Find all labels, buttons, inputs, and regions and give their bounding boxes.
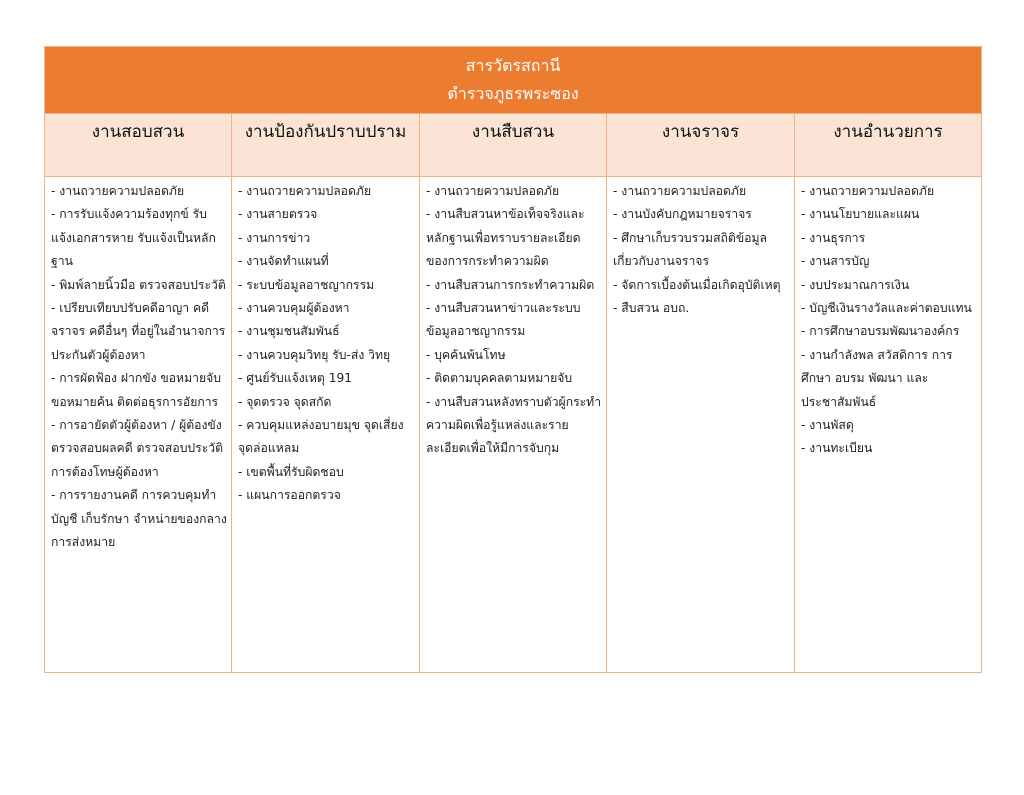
duty-item: - งานถวายความปลอดภัย bbox=[801, 184, 935, 198]
duty-item: - การรับแจ้งความร้องทุกข์ รับแจ้งเอกสารหาย รับแจ้งเป็นหลักฐาน bbox=[51, 207, 216, 269]
duty-item: - งานทะเบียน bbox=[801, 441, 873, 456]
duties-investigation bbox=[45, 177, 232, 673]
duty-item: - พิมพ์ลายนิ้วมือ ตรวจสอบประวัติ bbox=[51, 277, 226, 292]
duty-item: - งานพัสดุ bbox=[801, 418, 854, 433]
duty-item: - ศึกษาเก็บรวบรวมสถิติข้อมูลเกี่ยวกับงานจราจร bbox=[613, 230, 767, 269]
duty-item: - บัญชีเงินรางวัลและค่าตอบแทน bbox=[801, 301, 972, 316]
duty-item: - งานถวายความปลอดภัย bbox=[238, 184, 372, 198]
duty-item: - การผัดฟ้อง ฝากขัง ขอหมายจับ ขอหมายค้น ติดต่อธุรการอัยการ bbox=[51, 371, 221, 409]
column-heading-administration: งานอำนวยการ bbox=[795, 114, 982, 177]
duty-item: - งานชุมชนสัมพันธ์ bbox=[238, 324, 340, 339]
duty-item: - งานกำลังพล สวัสดิการ การศึกษา อบรม พัฒนา และประชาสัมพันธ์ bbox=[801, 347, 953, 409]
duty-item: - ควบคุมแหล่งอบายมุข จุดเสี่ยง จุดล่อแหลม bbox=[238, 418, 404, 456]
duty-item: - งานการข่าว bbox=[238, 230, 311, 245]
duty-item: - งานนโยบายและแผน bbox=[801, 207, 920, 222]
table-title-header bbox=[45, 47, 982, 114]
station-subtitle: ตำรวจภูธรพระซอง bbox=[447, 84, 579, 103]
duty-item: - งานสารบัญ bbox=[801, 254, 870, 269]
duty-item: - งานจัดทำแผนที่ bbox=[238, 254, 329, 269]
duty-item: - งานควบคุมผู้ต้องหา bbox=[238, 301, 350, 316]
duty-item: - งบประมาณการเงิน bbox=[801, 277, 910, 292]
duty-item: - จัดการเบื้องต้นเมื่อเกิดอุบัติเหตุ bbox=[613, 277, 781, 292]
station-title: สารวัตรสถานี bbox=[465, 56, 561, 75]
org-table bbox=[44, 46, 982, 673]
duty-item: - บุคค้นพ้นโทษ bbox=[426, 347, 506, 362]
duty-item: - จุดตรวจ จุดสกัด bbox=[238, 394, 332, 409]
duty-item: - การศึกษาอบรมพัฒนาองค์กร bbox=[801, 324, 960, 339]
duty-item: - เปรียบเทียบปรับคดีอาญา คดีจราจร คดีอื่นๆ ที่อยู่ในอำนาจการประกันตัวผู้ต้องหา bbox=[51, 301, 226, 362]
duty-item: - งานควบคุมวิทยุ รับ-ส่ง วิทยุ bbox=[238, 347, 391, 362]
duty-item: - การรายงานคดี การควบคุมทำบัญชี เก็บรักษา จำหน่ายของกลาง การส่งหมาย bbox=[51, 488, 227, 550]
duties-prevention bbox=[232, 177, 420, 673]
duty-item: - การอายัดตัวผู้ต้องหา / ผู้ต้องขัง ตรวจสอบผลคดี ตรวจสอบประวัติ การต้องโทษผู้ต้องหา bbox=[51, 418, 224, 479]
column-heading-traffic: งานจราจร bbox=[607, 114, 795, 177]
duty-item: - งานสืบสวนหลังทราบตัวผู้กระทำความผิดเพื่อรู้แหล่งและรายละเอียดเพื่อให้มีการจับกุม bbox=[426, 394, 602, 456]
duties-row bbox=[45, 177, 982, 673]
duty-item: - เขตพื้นที่รับผิดชอบ bbox=[238, 464, 344, 479]
duty-item: - ระบบข้อมูลอาชญากรรม bbox=[238, 277, 375, 292]
duty-item: - งานสืบสวนหาข้อเท็จจริงและหลักฐานเพื่อทราบรายละเอียดของการกระทำความผิด bbox=[426, 207, 585, 269]
duty-item: - สืบสวน อบถ. bbox=[613, 301, 690, 316]
duties-detective bbox=[420, 177, 607, 673]
duty-item: - งานสืบสวนการกระทำความผิด bbox=[426, 277, 595, 292]
duty-item: - งานสายตรวจ bbox=[238, 207, 318, 222]
column-heading-prevention: งานป้องกันปราบปราม bbox=[232, 114, 420, 177]
column-heading-investigation: งานสอบสวน bbox=[45, 114, 232, 177]
duty-item: - ติดตามบุคคลตามหมายจับ bbox=[426, 371, 573, 386]
duty-item: - งานธุรการ bbox=[801, 230, 866, 245]
duty-item: - งานถวายความปลอดภัย bbox=[613, 184, 747, 198]
duty-item: - งานสืบสวนหาข่าวและระบบข้อมูลอาชญากรรม bbox=[426, 301, 581, 339]
duty-item: - งานถวายความปลอดภัย bbox=[51, 184, 185, 198]
duty-item: - ศูนย์รับแจ้งเหตุ 191 bbox=[238, 371, 352, 386]
column-headings-row bbox=[45, 114, 982, 177]
duty-item: - งานถวายความปลอดภัย bbox=[426, 184, 560, 198]
column-heading-detective: งานสืบสวน bbox=[420, 114, 607, 177]
duties-traffic bbox=[607, 177, 795, 673]
duty-item: - แผนการออกตรวจ bbox=[238, 488, 341, 503]
duties-administration bbox=[795, 177, 982, 673]
org-chart-page bbox=[44, 46, 981, 673]
duty-item: - งานบังคับกฎหมายจราจร bbox=[613, 207, 752, 222]
